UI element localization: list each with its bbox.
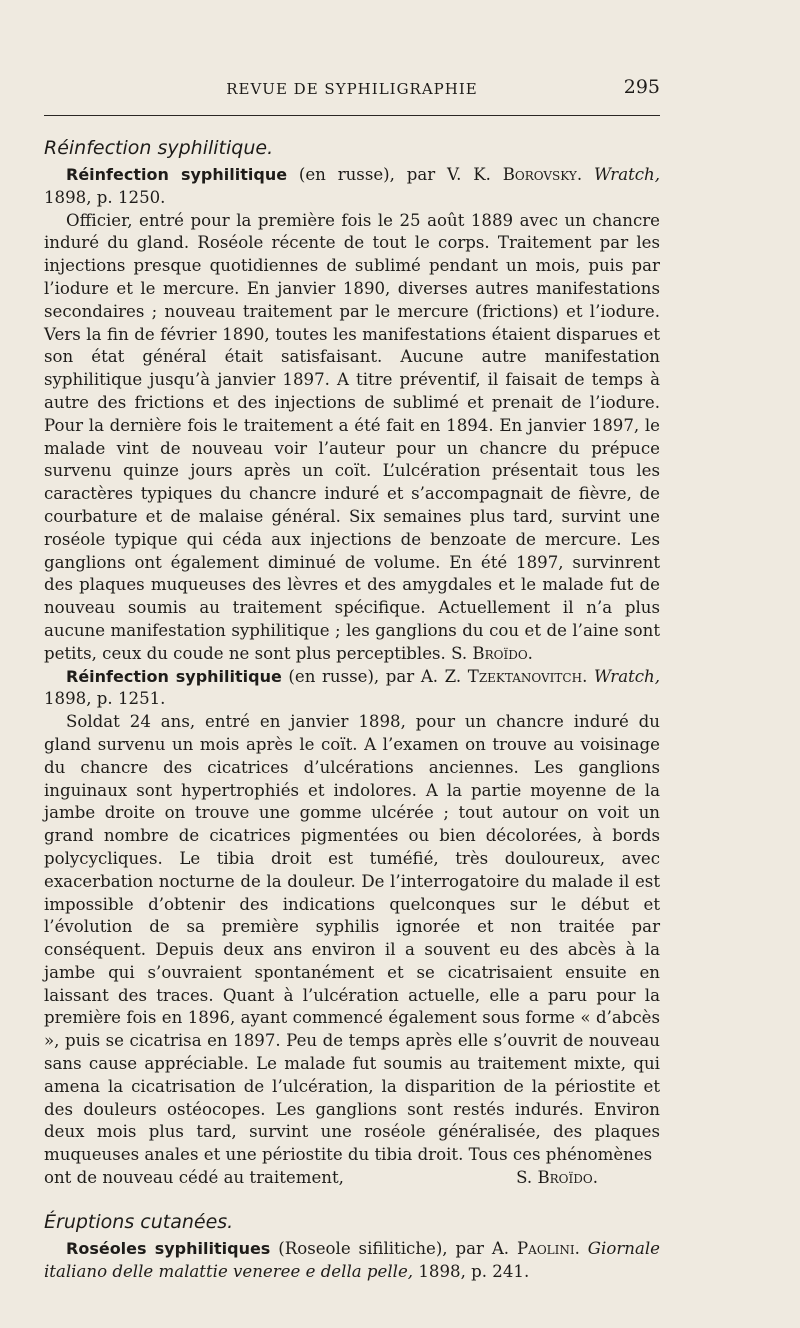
abstract-language: (en russe), par [287, 165, 448, 184]
abstract-body [44, 210, 660, 666]
abstract-language: (en russe), par [281, 666, 421, 686]
page-number: 295 [623, 76, 660, 98]
abstract-citation [44, 666, 660, 712]
abstract-journal: Wratch, [593, 666, 661, 686]
abstract-last-line: ont de nouveau cédé au traitement, [44, 1168, 344, 1188]
page-content [44, 130, 660, 1283]
abstract-author: V. K. Borovsky. [447, 165, 583, 184]
abstract-title: Roséoles syphilitiques [66, 1238, 271, 1258]
abstract-body-text: Soldat 24 ans, entré en janvier 1898, pour un chancre induré du gland survenu un mois après le coït. A l’examen on trouve au voisinage du chancre des cicatrices d’ulcérations anciennes. Les ganglions inguinaux sont hypertrophiés et indolores. A la partie moyenne de la jambe droite on trouve une gomme ulcérée ; tout autour on voit un grand nombre de cicatrices pigmentées ou bien décolorées, à bords polycycliques. Le tibia droit est tuméfié, très douloureux, avec exacerbation nocturne de la douleur. De l’interrogatoire du malade il est impossible d’obtenir des indications quelconques sur le début et l’évolution de sa première syphilis ignorée et non traitée par conséquent. Depuis deux ans environ il a souvent eu des abcès à la jambe qui s’ouvraient spontanément et se cicatrisaient ensuite en laissant des traces. Quant à l’ulcération actuelle, elle a paru pour la première fois en 1896, ayant commencé également sous forme « d’abcès », puis se cicatrisa en 1897. Peu de temps après elle s’ouvrit de nouveau sans cause appréciable. Le malade fut soumis au traitement mixte, qui amena la cicatrisation de l’ulcération, la disparition de la périostite et des douleurs ostéocopes. Les ganglions sont restés indurés. Environ deux mois plus tard, survint une roséole généralisée, des plaques muqueuses anales et une périostite du tibia droit. Tous ces phénomènes [44, 712, 660, 1165]
abstract-reference: 1898, p. 241. [413, 1261, 530, 1281]
abstract-citation [44, 1238, 660, 1284]
abstract-citation [44, 164, 660, 210]
abstract-reference: 1898, p. 1251. [44, 689, 166, 709]
abstract-language: (Roseole sifilitiche), par [270, 1238, 492, 1258]
abstract-closing-line [44, 1167, 660, 1190]
abstract-journal: Wratch, [593, 165, 661, 184]
abstract-body [44, 711, 660, 1167]
abstract-author: A. Paolini. [491, 1238, 580, 1258]
abstract-signature: S. Broïdo. [451, 643, 533, 663]
abstract-body-text: Officier, entré pour la première fois le 25 août 1889 avec un chancre induré du gland. Roséole récente de tout le corps. Traitement par les injections presque quotidiennes de sublimé pendant un mois, puis par l’iodure et le mercure. En janvier 1890, diverses autres manifestations secondaires ; nouveau traitement par le mercure (frictions) et l’iodure. Vers la fin de février 1890, toutes les manifestations étaient disparues et son état général était satisfaisant. Aucune autre manifestation syphilitique jusqu’à janvier 1897. A titre préventif, il faisait de temps à autre des frictions et des injections de sublimé et prenait de l’iodure. Pour la dernière fois le traitement a été fait en 1894. En janvier 1897, le malade vint de nouveau voir l’auteur pour un chancre du prépuce survenu quinze jours après un coït. L’ulcération présentait tous les caractères typiques du chancre induré et s’accompagnait de fièvre, de courbature et de malaise général. Six semaines plus tard, survint une roséole typique qui céda aux injections de benzoate de mercure. Les ganglions ont également diminué de volume. En été 1897, survinrent des plaques muqueuses des lèvres et des amygdales et le malade fut de nouveau soumis au traitement spécifique. Actuellement il n’a plus aucune manifestation syphilitique ; les ganglions du cou et de l’aine sont petits, ceux du coude ne sont plus perceptibles. [44, 210, 660, 663]
section-heading: Réinfection syphilitique. [44, 137, 274, 159]
abstract-title: Réinfection syphilitique [66, 165, 288, 184]
abstract-signature: S. Broïdo. [516, 1168, 598, 1188]
section-spacer [44, 1190, 660, 1204]
section-heading: Éruptions cutanées. [44, 1210, 234, 1233]
abstract-reference: 1898, p. 1250. [44, 187, 166, 207]
abstract-title: Réinfection syphilitique [66, 666, 282, 686]
abstract-author: A. Z. Tzektanovitch. [420, 666, 588, 686]
abstract-journal: Giornale italiano delle malattie veneree e della pelle, [44, 1238, 660, 1281]
running-header [44, 74, 660, 104]
running-title: REVUE DE SYPHILIGRAPHIE [226, 80, 478, 98]
header-rule [44, 115, 660, 116]
